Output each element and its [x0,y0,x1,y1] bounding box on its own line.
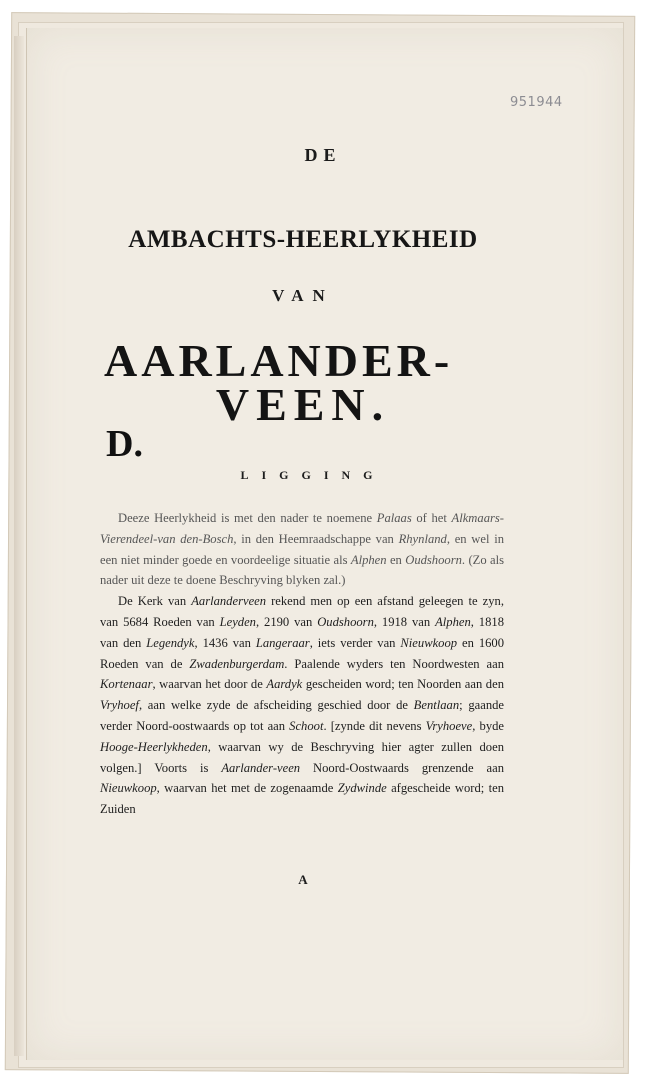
place-name: Nieuwkoop [400,635,458,650]
place-name: Bentlaan [413,698,460,713]
signature-mark: A [298,872,308,887]
title-line-de: DE [304,145,342,165]
text-run: rekend men op een afstand geleegen te zyn, van 5684 Roeden van [100,594,504,629]
text-run: . (Zo als nader uit deze te doene Beschryving blyken zal.) [100,552,504,588]
text-run: , 1818 van den [100,614,504,650]
text-run: afgescheide word; ten Zuiden [100,781,504,817]
paragraph-2 [100,591,504,820]
place-name: Hooge-Heerlykheden [100,739,208,754]
text-run: Noord-Oostwaards grenzende aan [300,760,504,775]
place-name: Aardyk [266,677,303,692]
text-run: , byde [472,718,504,733]
text-run: Deeze Heerlykheid is met den nader te noemene [118,511,377,525]
text-run: , waarvan het door de [152,677,267,692]
paragraph-1 [100,508,504,591]
handwritten-catalog-number: 951944 [510,95,563,110]
text-run: . Paalende wyders ten Noordwesten aan [284,656,504,671]
place-name: Rhynland [398,531,447,546]
text-run: en 1600 Roeden van de [100,635,505,671]
text-run: , iets verder van [309,635,401,650]
place-name: Vryhoeve [425,718,473,733]
text-run: , 2190 van [255,614,318,629]
text-run: De Kerk van [118,594,192,609]
text-run: ; gaande verder Noord-oostwaards op tot aan [100,698,504,733]
place-name: Langeraar [255,635,310,650]
place-name: Oudshoorn [405,552,462,567]
place-name: Vryhoef [100,698,139,713]
place-name: Aarlanderveen [191,594,267,609]
place-name: Aarlander-veen [221,760,301,775]
text-run: , en wel in een niet minder goede en voordeelige situatie als [100,531,504,567]
title-line-aarlander: AARLANDER- [104,335,454,386]
text-run: . [zynde dit nevens [323,718,426,733]
place-name: Nieuwkoop [100,781,157,796]
place-name: Leyden [219,614,256,629]
text-run: of het [411,511,452,525]
section-heading: LIGGING [240,468,386,482]
title-line-van: VAN [272,286,334,305]
text-run: , 1436 van [194,635,256,650]
place-name: Schoot [289,718,324,733]
place-name: Alphen [350,552,387,567]
text-run: , 1918 van [373,614,436,629]
section-initial: D. [106,423,143,465]
place-name: Kortenaar [100,677,153,692]
place-name: Zwadenburgerdam [189,656,285,671]
text-run: gescheiden word; ten Noorden aan den [302,677,504,692]
body-text [100,508,504,820]
place-name: Oudshoorn [317,614,374,629]
place-name: Zydwinde [337,781,387,796]
text-run: , waarvan wy de Beschryving hier agter zullen doen volgen.] Voorts is [100,739,504,775]
title-line-veen: VEEN. [215,379,391,430]
text-run: , waarvan het met de zogenaamde [156,781,338,796]
place-name: Alphen [435,614,471,629]
text-run: , aan welke zyde de afscheiding geschied door de [138,698,414,713]
title-line-ambachts: AMBACHTS-HEERLYKHEID [128,226,478,253]
place-name: Alkmaars-Vierendeel-van den-Bosch [100,511,504,546]
place-name: Legendyk [146,635,195,650]
text-run: en [386,552,406,567]
place-name: Palaas [376,511,412,525]
text-run: , in den Heemraadschappe van [233,531,399,546]
page-edge-shadow [14,36,24,1056]
